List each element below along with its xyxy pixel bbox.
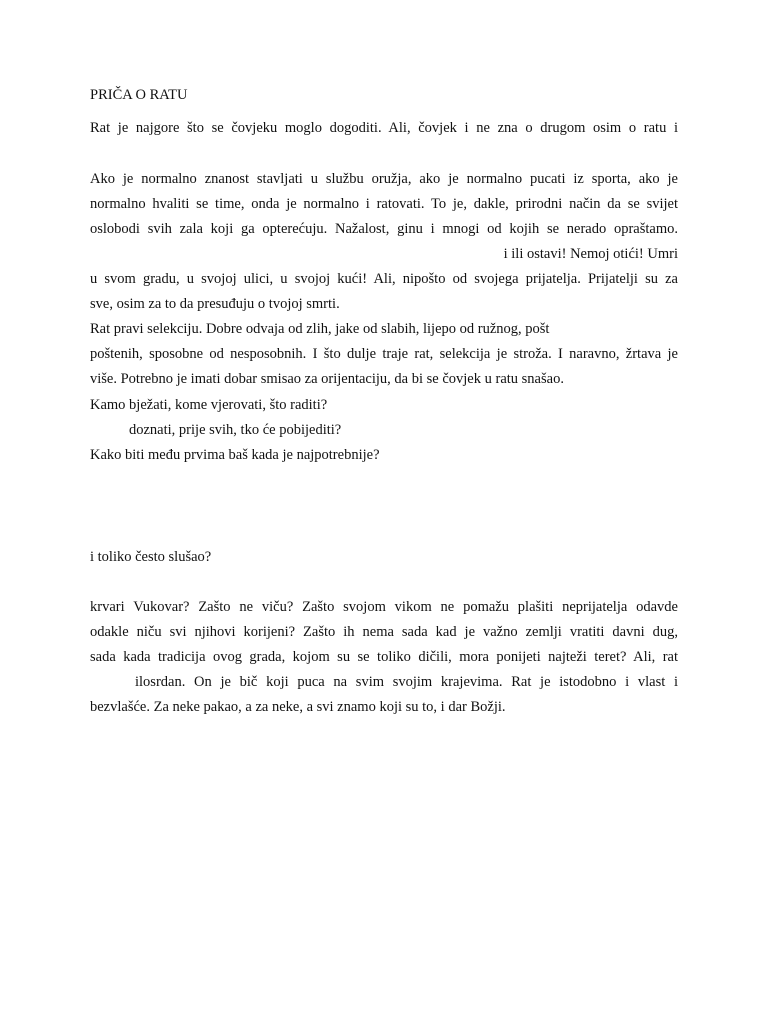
paragraph-line: ilosrdan. On je bič koji puca na svim svojim krajevima. Rat je istodobno i vlast i [135, 674, 678, 690]
paragraph-line: Rat pravi selekciju. Dobre odvaja od zlih, jake od slabih, lijepo od ružnog, pošt [90, 321, 550, 337]
paragraph-line: više. Potrebno je imati dobar smisao za orijentaciju, da bi se čovjek u ratu snašao. [90, 371, 564, 387]
paragraph-line: sve, osim za to da presuđuju o tvojoj smrti. [90, 296, 340, 312]
paragraph-line: oslobodi svih zala koji ga opterećuju. Nažalost, ginu i mnogi od kojih se nerado opraštamo. [90, 221, 678, 237]
paragraph-line: poštenih, sposobne od nesposobnih. I što dulje traje rat, selekcija je stroža. I naravno, žrtava je [90, 346, 678, 362]
paragraph-line: bezvlašće. Za neke pakao, a za neke, a svi znamo koji su to, i dar Božji. [90, 699, 506, 715]
paragraph-line: krvari Vukovar? Zašto ne viču? Zašto svojom vikom ne pomažu plašiti neprijatelja odavde [90, 599, 678, 615]
paragraph-line: Ako je normalno znanost stavljati u službu oružja, ako je normalno pucati iz sporta, ako je [90, 171, 678, 187]
paragraph-line: Rat je najgore što se čovjeku moglo dogoditi. Ali, čovjek i ne zna o drugom osim o ratu i [90, 120, 678, 136]
paragraph-line: sada kada tradicija ovog grada, kojom su se toliko dičili, mora ponijeti najteži teret? Ali, rat [90, 649, 678, 665]
paragraph-line: i ili ostavi! Nemoj otići! Umri [503, 246, 678, 262]
paragraph-line: u svom gradu, u svojoj ulici, u svojoj kući! Ali, nipošto od svojega prijatelja. Prijatelji su za [90, 271, 678, 287]
paragraph-line: i toliko često slušao? [90, 549, 212, 565]
document-title: PRIČA O RATU [90, 87, 188, 103]
paragraph-line: Kako biti među prvima baš kada je najpotrebnije? [90, 447, 380, 463]
paragraph-line: odakle niču svi njihovi korijeni? Zašto ih nema sada kad je važno zemlji vratiti davni dug, [90, 624, 678, 640]
paragraph-line: Kamo bježati, kome vjerovati, što raditi? [90, 397, 328, 413]
paragraph-line: doznati, prije svih, tko će pobijediti? [129, 422, 342, 438]
paragraph-line: normalno hvaliti se time, onda je normalno i ratovati. To je, dakle, prirodni način da se svijet [90, 196, 678, 212]
